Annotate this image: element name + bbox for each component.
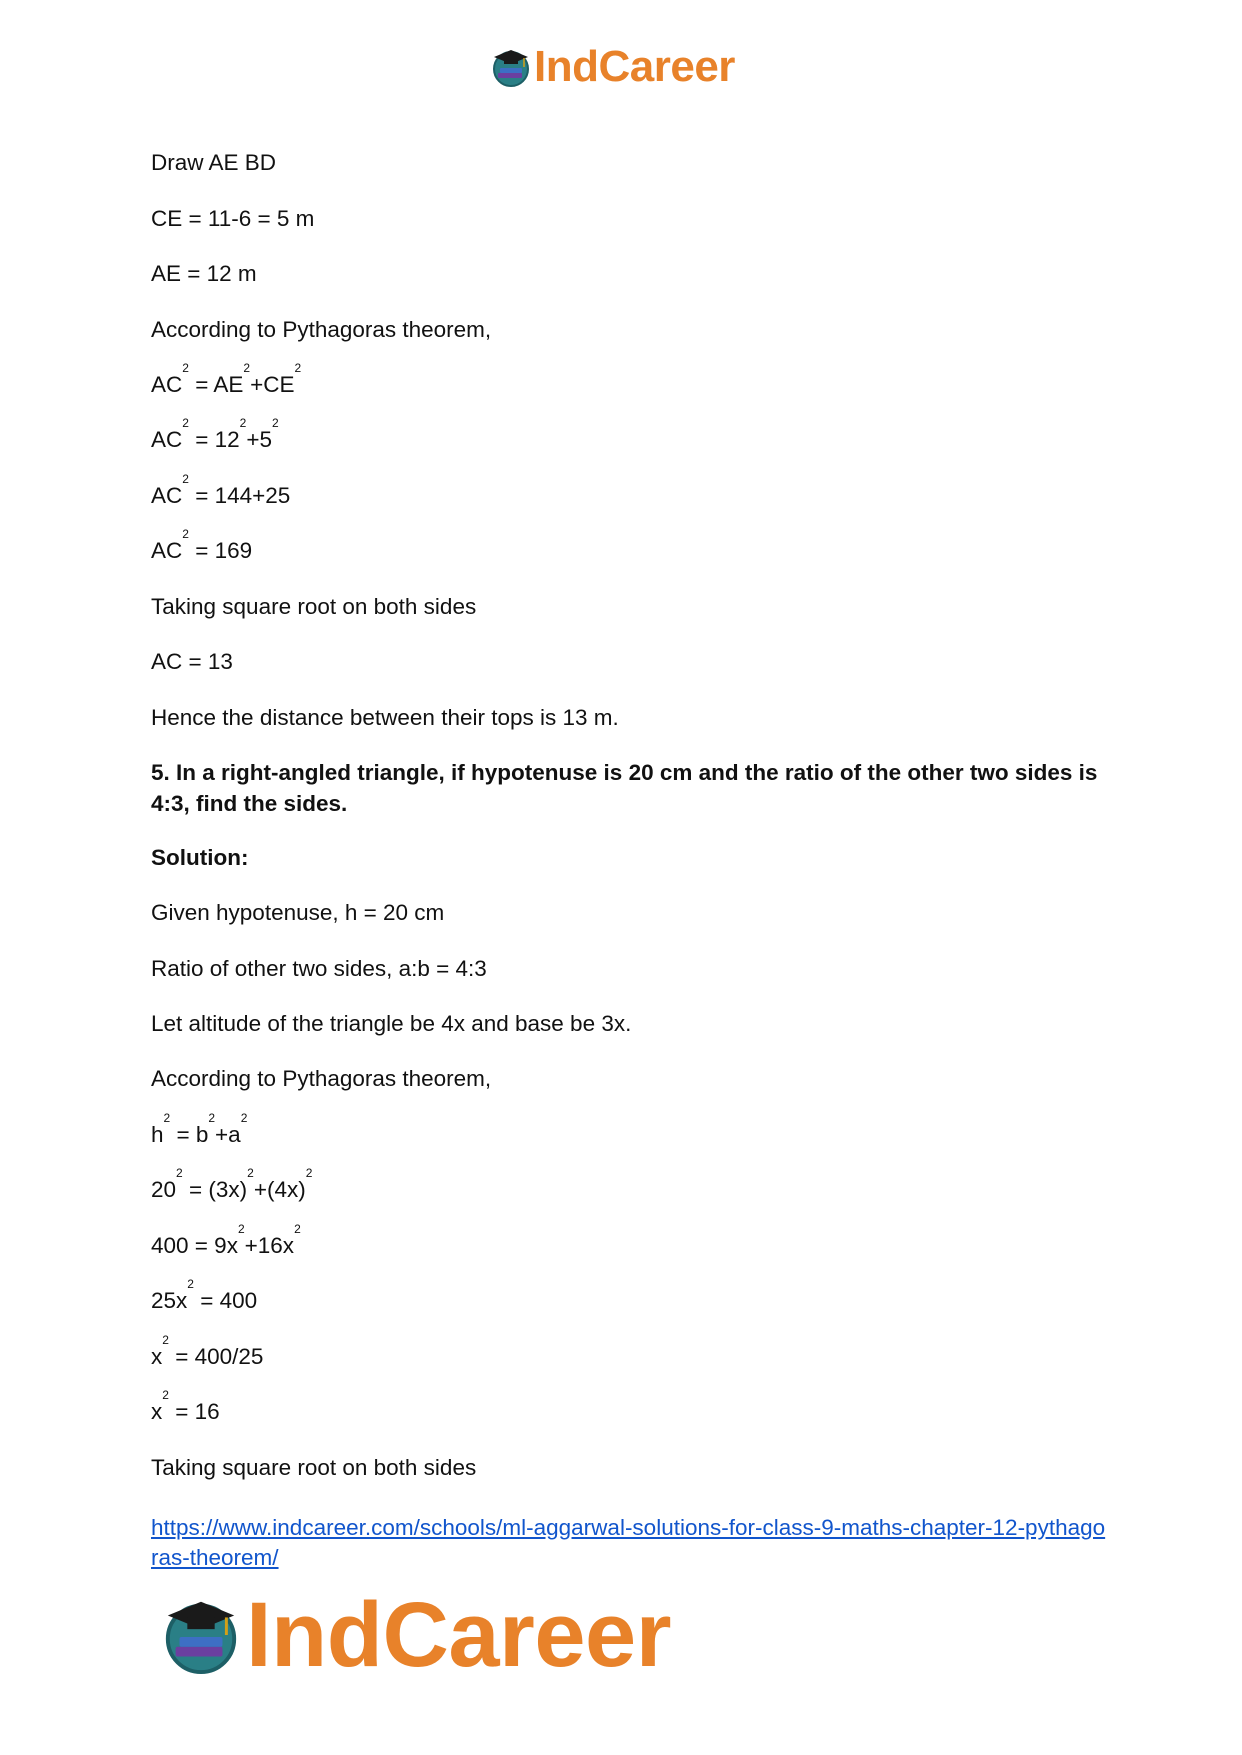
exponent: 2	[176, 1166, 183, 1180]
exponent: 2	[294, 361, 302, 375]
solution-line	[151, 1111, 248, 1149]
equation-part: +5	[246, 427, 272, 452]
graduation-cap-books-globe-icon	[160, 1594, 242, 1676]
exponent: 2	[182, 361, 189, 375]
solution-line	[151, 1277, 258, 1315]
exponent: 2	[162, 1388, 169, 1402]
graduation-cap-books-globe-icon	[490, 46, 532, 88]
solution-line	[151, 1388, 220, 1426]
equation-part: = 169	[188, 538, 253, 563]
solution-line: According to Pythagoras theorem,	[151, 1066, 492, 1091]
header-logo	[490, 40, 735, 94]
equation-part: 20	[151, 1177, 177, 1202]
equation-part: = 400	[193, 1288, 258, 1313]
text-line: Hence the distance between their tops is 13 m.	[151, 705, 619, 730]
equation-part: x	[151, 1344, 163, 1369]
equation-part: AC	[151, 483, 183, 508]
equation-part: +a	[215, 1122, 241, 1147]
equation-part: AC	[151, 427, 183, 452]
question-heading: 5. In a right-angled triangle, if hypotenuse is 20 cm and the ratio of the other two sides is 4:3, find the sides.	[151, 760, 1098, 816]
equation-part: 25x	[151, 1288, 188, 1313]
text-line: CE = 11-6 = 5 m	[151, 206, 315, 231]
solution-line: Let altitude of the triangle be 4x and base be 3x.	[151, 1011, 632, 1036]
equation-part: = (3x)	[182, 1177, 248, 1202]
exponent: 2	[187, 1277, 194, 1291]
footer-logo	[160, 1582, 671, 1688]
solution-line	[151, 1333, 264, 1371]
text-line	[151, 472, 291, 510]
solution-label: Solution:	[151, 845, 249, 870]
solution-line: Taking square root on both sides	[151, 1455, 477, 1480]
equation-part: h	[151, 1122, 164, 1147]
equation-part: = AE	[188, 372, 244, 397]
exponent: 2	[162, 1333, 169, 1347]
text-line	[151, 527, 253, 565]
solution-line	[151, 1222, 301, 1260]
equation-part: AC	[151, 372, 183, 397]
exponent: 2	[237, 1222, 245, 1236]
solution-line	[151, 1166, 313, 1204]
text-line: Draw AE BD	[151, 150, 277, 175]
exponent: 2	[294, 1222, 301, 1236]
text-line: According to Pythagoras theorem,	[151, 317, 492, 342]
equation-part: +(4x)	[253, 1177, 306, 1202]
equation-part: = 12	[188, 427, 240, 452]
exponent: 2	[182, 527, 189, 541]
exponent: 2	[271, 416, 279, 430]
solution-line: Ratio of other two sides, a:b = 4:3	[151, 956, 487, 981]
brand-name: IndCareer	[246, 1583, 671, 1686]
equation-part: 400 = 9x	[151, 1233, 238, 1258]
text-line: AE = 12 m	[151, 261, 257, 286]
exponent: 2	[163, 1111, 171, 1125]
text-line: AC = 13	[151, 649, 233, 674]
text-line	[151, 361, 302, 399]
source-link[interactable]: https://www.indcareer.com/schools/ml-aggarwal-solutions-for-class-9-maths-chapter-12-pythagoras-theorem/	[151, 1515, 1106, 1570]
brand-name: IndCareer	[534, 42, 735, 91]
exponent: 2	[305, 1166, 313, 1180]
equation-part: = b	[170, 1122, 209, 1147]
solution-line: Given hypotenuse, h = 20 cm	[151, 900, 445, 925]
exponent: 2	[247, 1166, 254, 1180]
exponent: 2	[239, 416, 247, 430]
exponent: 2	[182, 472, 189, 486]
equation-part: AC	[151, 538, 183, 563]
exponent: 2	[243, 361, 251, 375]
exponent: 2	[208, 1111, 216, 1125]
exponent: 2	[182, 416, 189, 430]
equation-part: = 144+25	[188, 483, 291, 508]
exponent: 2	[240, 1111, 248, 1125]
equation-part: +16x	[244, 1233, 295, 1258]
equation-part: = 16	[168, 1399, 220, 1424]
equation-part: +CE	[250, 372, 295, 397]
equation-part: x	[151, 1399, 163, 1424]
text-line	[151, 416, 279, 454]
text-line: Taking square root on both sides	[151, 594, 477, 619]
equation-part: = 400/25	[168, 1344, 264, 1369]
